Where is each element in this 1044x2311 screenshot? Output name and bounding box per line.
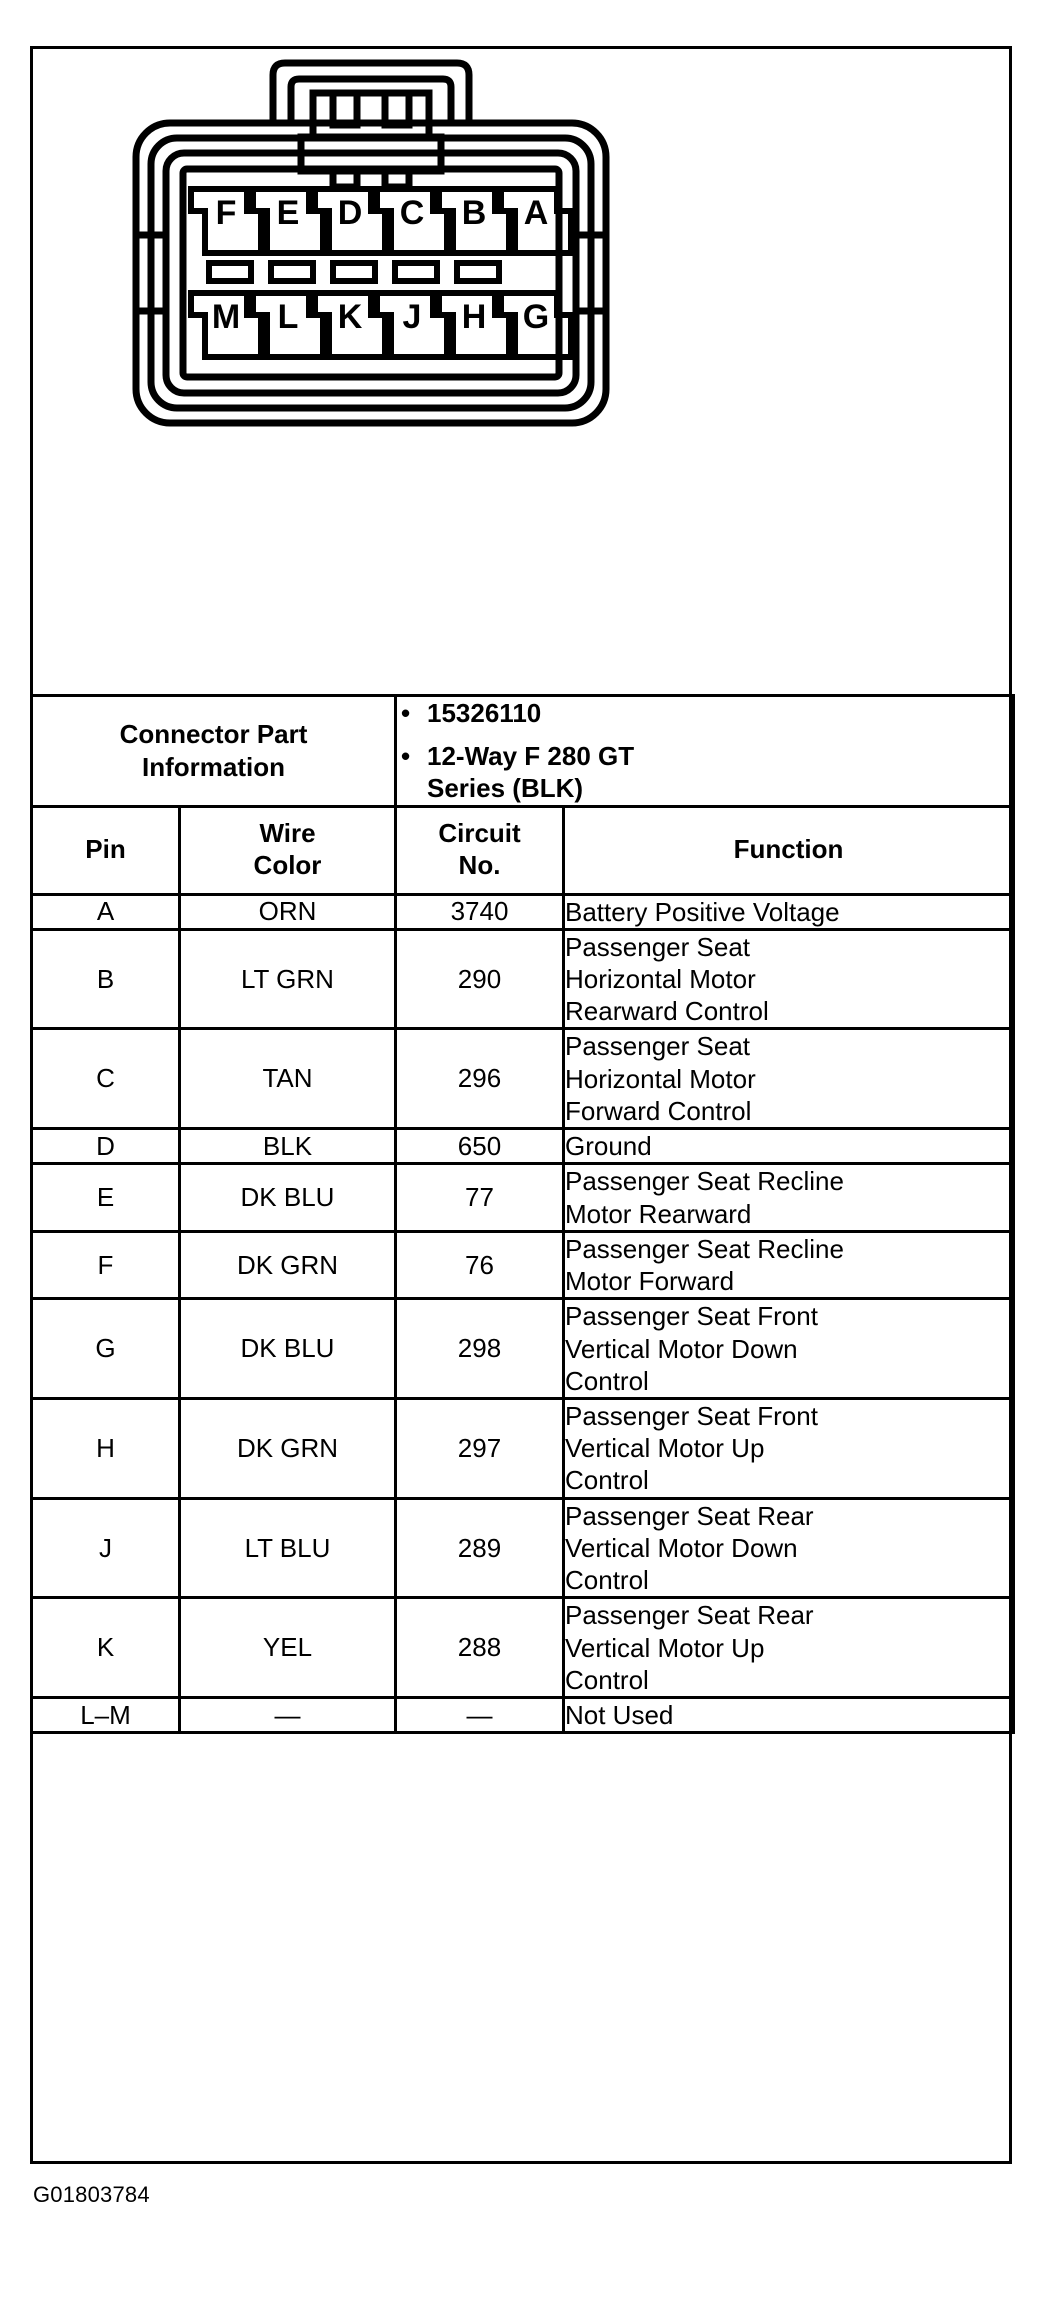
connector-illustration: [33, 49, 1009, 697]
cell-function: [564, 1299, 1014, 1399]
cell-circuit-no: 297: [396, 1399, 564, 1499]
cell-function: [564, 1498, 1014, 1598]
cell-circuit-no: 289: [396, 1498, 564, 1598]
table-row: [32, 1598, 1014, 1698]
circuit-line1: Circuit: [438, 818, 521, 849]
table-header-row: [32, 806, 1014, 894]
connector-pin-table: [30, 694, 1015, 1734]
cell-circuit-no: 288: [396, 1598, 564, 1698]
table-row: [32, 1129, 1014, 1164]
cell-circuit-no: 650: [396, 1129, 564, 1164]
cell-wire-color: TAN: [180, 1029, 396, 1129]
table-row: [32, 894, 1014, 929]
function-line: Control: [565, 1365, 649, 1396]
function-line: Vertical Motor Up: [565, 1433, 765, 1464]
cell-function: [564, 1231, 1014, 1298]
pin-label-G: G: [522, 298, 550, 336]
cell-circuit-no: 77: [396, 1164, 564, 1231]
cell-wire-color: DK BLU: [180, 1299, 396, 1399]
function-line: Control: [565, 1465, 649, 1496]
function-line: Vertical Motor Down: [565, 1532, 798, 1563]
cpi-series-line2: Series (BLK): [427, 773, 584, 803]
cell-pin: D: [32, 1129, 180, 1164]
table-row: [32, 1029, 1014, 1129]
column-header-function: Function: [564, 806, 1014, 894]
cell-function: [564, 1129, 1014, 1164]
function-line: Horizontal Motor: [565, 963, 756, 994]
pin-row-top: [191, 189, 571, 253]
function-line: Battery Positive Voltage: [565, 896, 840, 927]
table-row: [32, 1299, 1014, 1399]
wire-color-line2: Color: [253, 850, 322, 880]
pin-slot-row: [209, 263, 499, 281]
cpi-series-line1: 12-Way F 280 GT: [427, 740, 635, 771]
cell-wire-color: ORN: [180, 894, 396, 929]
pin-label-D: D: [337, 194, 363, 232]
pin-row-bottom: [191, 293, 571, 357]
connector-part-information-row: [32, 696, 1014, 807]
function-line: Vertical Motor Down: [565, 1333, 798, 1364]
table-row: [32, 1698, 1014, 1733]
function-line: Control: [565, 1664, 649, 1695]
table-row: [32, 1498, 1014, 1598]
function-line: Passenger Seat Front: [565, 1301, 818, 1332]
table-row: [32, 1164, 1014, 1231]
function-line: Passenger Seat Recline: [565, 1166, 844, 1197]
cell-function: [564, 929, 1014, 1029]
cell-pin: H: [32, 1399, 180, 1499]
cell-function: [564, 1029, 1014, 1129]
cell-wire-color: YEL: [180, 1598, 396, 1698]
figure-id-label: G01803784: [33, 2182, 150, 2207]
cell-pin: G: [32, 1299, 180, 1399]
cell-pin: E: [32, 1164, 180, 1231]
function-line: Passenger Seat: [565, 931, 751, 962]
function-line: Rearward Control: [565, 996, 769, 1027]
cell-pin: J: [32, 1498, 180, 1598]
cpi-label-line2: Information: [142, 751, 285, 782]
function-line: Passenger Seat Recline: [565, 1233, 844, 1264]
cell-circuit-no: 290: [396, 929, 564, 1029]
function-line: Ground: [565, 1131, 652, 1162]
cell-pin: F: [32, 1231, 180, 1298]
table-row: [32, 929, 1014, 1029]
table-row: [32, 1231, 1014, 1298]
connector-part-information-values: [396, 696, 1014, 807]
pin-label-B: B: [461, 194, 487, 232]
function-line: Not Used: [565, 1700, 674, 1731]
pin-label-C: C: [399, 194, 425, 232]
cell-circuit-no: 296: [396, 1029, 564, 1129]
cell-function: [564, 1399, 1014, 1499]
column-header-wire-color: [180, 806, 396, 894]
pin-label-F: F: [215, 194, 237, 232]
cell-pin: B: [32, 929, 180, 1029]
cell-function: [564, 1164, 1014, 1231]
function-line: Passenger Seat Rear: [565, 1600, 814, 1631]
cell-pin: A: [32, 894, 180, 929]
cell-wire-color: DK BLU: [180, 1164, 396, 1231]
function-line: Motor Forward: [565, 1266, 735, 1297]
connector-part-information-label: [32, 696, 396, 807]
cell-function: [564, 1698, 1014, 1733]
function-line: Passenger Seat: [565, 1031, 751, 1062]
pin-label-J: J: [402, 298, 422, 336]
cell-wire-color: LT BLU: [180, 1498, 396, 1598]
cell-wire-color: BLK: [180, 1129, 396, 1164]
circuit-line2: No.: [458, 850, 501, 880]
pin-label-A: A: [523, 194, 549, 232]
cpi-label-line1: Connector Part: [119, 719, 308, 750]
cell-pin: C: [32, 1029, 180, 1129]
cell-pin: L–M: [32, 1698, 180, 1733]
function-line: Motor Rearward: [565, 1198, 752, 1229]
function-line: Vertical Motor Up: [565, 1632, 765, 1663]
cpi-bullet-item: [401, 697, 1012, 730]
cell-circuit-no: 3740: [396, 894, 564, 929]
cpi-part-number: 15326110: [427, 698, 542, 728]
function-line: Passenger Seat Rear: [565, 1500, 814, 1531]
cell-wire-color: LT GRN: [180, 929, 396, 1029]
cell-function: [564, 894, 1014, 929]
function-line: Horizontal Motor: [565, 1063, 756, 1094]
pin-label-E: E: [276, 194, 300, 232]
function-line: Control: [565, 1565, 649, 1596]
bullet-glyph: •: [401, 740, 411, 771]
cell-wire-color: —: [180, 1698, 396, 1733]
column-header-circuit-no: [396, 806, 564, 894]
cell-circuit-no: 76: [396, 1231, 564, 1298]
bullet-glyph: •: [401, 698, 411, 728]
pin-label-H: H: [461, 298, 487, 336]
pin-label-M: M: [211, 298, 241, 336]
connector-mid-shell: [151, 138, 591, 408]
cpi-bullet-item: [401, 740, 1012, 805]
wire-color-line1: Wire: [259, 818, 316, 849]
function-line: Forward Control: [565, 1095, 752, 1126]
cell-pin: K: [32, 1598, 180, 1698]
pin-label-L: L: [277, 298, 299, 336]
cell-wire-color: DK GRN: [180, 1399, 396, 1499]
column-header-pin: Pin: [32, 806, 180, 894]
cell-function: [564, 1598, 1014, 1698]
connector-diagram-svg: [33, 49, 1009, 697]
cell-wire-color: DK GRN: [180, 1231, 396, 1298]
function-line: Passenger Seat Front: [565, 1401, 818, 1432]
cell-circuit-no: 298: [396, 1299, 564, 1399]
table-row: [32, 1399, 1014, 1499]
pin-label-K: K: [337, 298, 363, 336]
cell-circuit-no: —: [396, 1698, 564, 1733]
document-frame: [30, 46, 1012, 2164]
